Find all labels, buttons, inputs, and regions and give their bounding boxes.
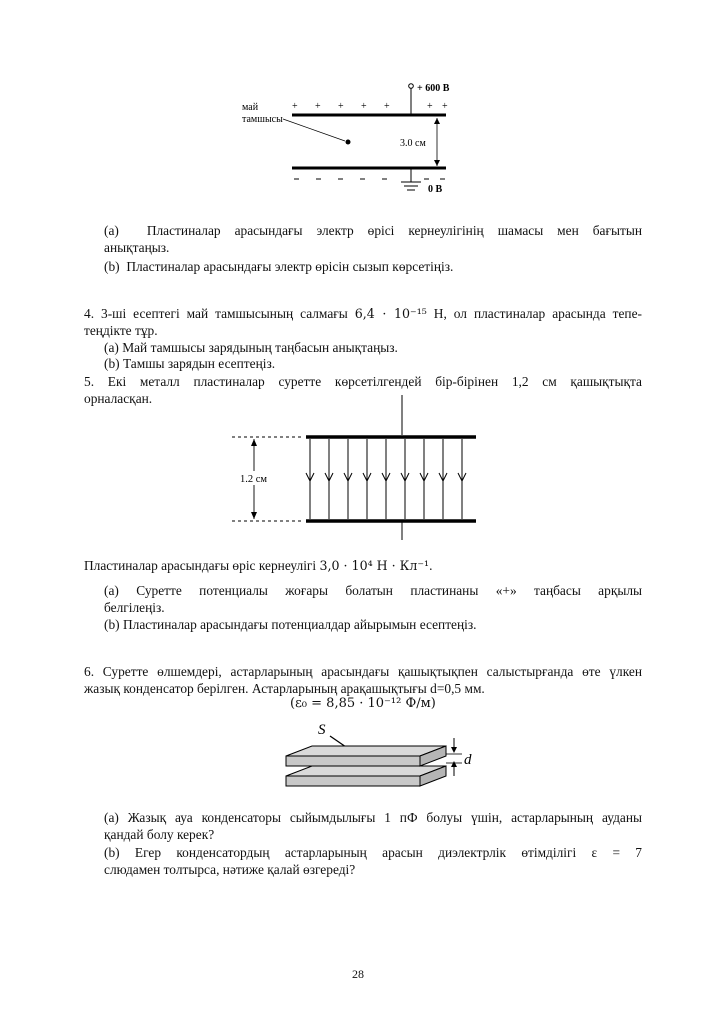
task5-statement-line1: 5. Екі металл пластиналар суретте көрсетілгендей бір-бірінен 1,2 см қашықтықта: [84, 374, 642, 389]
svg-text:+: +: [427, 101, 433, 112]
task6-statement-line2: жазық конденсатор берілген. Астарларының арақашықтығы d=0,5 мм.: [84, 681, 485, 696]
task3-b-text: Пластиналар арасындағы электр өрісін сызып көрсетіңіз.: [126, 259, 454, 274]
svg-text:+: +: [442, 101, 448, 112]
fig2-distance-label: 1.2 см: [240, 474, 268, 485]
distance-label: 3.0 см: [400, 138, 426, 149]
task5-item-a-line2: белгілеңіз.: [104, 600, 165, 615]
task3-item-b: [104, 258, 453, 275]
task5-field-value: 3,0 · 10⁴ Н · Кл⁻¹: [319, 558, 430, 573]
task3-b-marker: (b): [104, 259, 120, 274]
task3-item-a: [104, 222, 642, 256]
positive-charges: [292, 101, 448, 112]
task4-text-pre: 4. 3-ші есептегі май тамшысының салмағы: [84, 306, 348, 321]
svg-text:+: +: [315, 101, 321, 112]
task5-item-b: (b) Пластиналар арасындағы потенциалдар айырымын есептеңіз.: [104, 617, 477, 632]
task6-item-b-line1: (b) Егер конденсатордың астарларының арасын диэлектрлік өтімділігі ε = 7: [104, 845, 642, 860]
task5-field-statement: [84, 557, 432, 574]
figure-capacitor: [278, 716, 498, 800]
label-s: S: [318, 722, 326, 738]
task5-statement-line2: орналасқан.: [84, 391, 153, 406]
task6-item-a-line2: қандай болу керек?: [104, 827, 215, 842]
task6-constant: (ε₀ = 8,85 · 10⁻¹² Ф/м): [290, 696, 436, 711]
label-d: d: [464, 752, 472, 768]
task5-field-period: .: [429, 558, 433, 573]
svg-text:+: +: [292, 101, 298, 112]
svg-text:+: +: [361, 101, 367, 112]
voltage-top-label: + 600 B: [417, 83, 450, 94]
figure-field-plates: [230, 395, 480, 540]
task4-text-post: Н, ол пластиналар арасында тепе-: [433, 306, 642, 321]
svg-text:+: +: [384, 101, 390, 112]
field-lines: [310, 439, 462, 519]
task4-statement-line2: теңдікте тұр.: [84, 323, 158, 338]
voltage-bottom-label: 0 B: [428, 184, 443, 195]
task6-statement-line1: 6. Суретте өлшемдері, астарларының арасындағы қашықтықпен салыстырғанда өте үлкен: [84, 664, 642, 679]
task4-item-a: (a) Май тамшысы зарядының таңбасын анықтаңыз.: [104, 340, 398, 355]
drop-label-line1: май: [242, 102, 259, 113]
task5-field-text: Пластиналар арасындағы өріс кернеулігі: [84, 558, 317, 573]
task6-item-b-line2: слюдамен толтырса, нәтиже қалай өзгереді?: [104, 862, 356, 877]
task3-a-line2: анықтаңыз.: [104, 240, 170, 255]
task4-item-b: (b) Тамшы зарядын есептеңіз.: [104, 356, 276, 371]
task3-a-line1: Пластиналар арасындағы электр өрісі кернеулігінің шамасы мен бағытын: [146, 223, 642, 238]
page-number: 28: [352, 967, 364, 981]
svg-text:+: +: [338, 101, 344, 112]
task4-statement-line1: [84, 305, 642, 322]
task4-weight-value: 6,4 · 10⁻¹⁵: [354, 306, 427, 321]
task3-a-marker: (a): [104, 223, 119, 238]
drop-label-line2: тамшысы: [242, 114, 283, 125]
oil-drop: [346, 140, 351, 145]
task5-item-a-line1: (a) Суретте потенциалы жоғары болатын пластинаны «+» таңбасы арқылы: [104, 583, 642, 598]
figure-oil-drop-plates: [240, 78, 475, 198]
task6-item-a-line1: (a) Жазық ауа конденсаторы сыйымдылығы 1 пФ болуы үшін, астарларының ауданы: [104, 810, 642, 825]
